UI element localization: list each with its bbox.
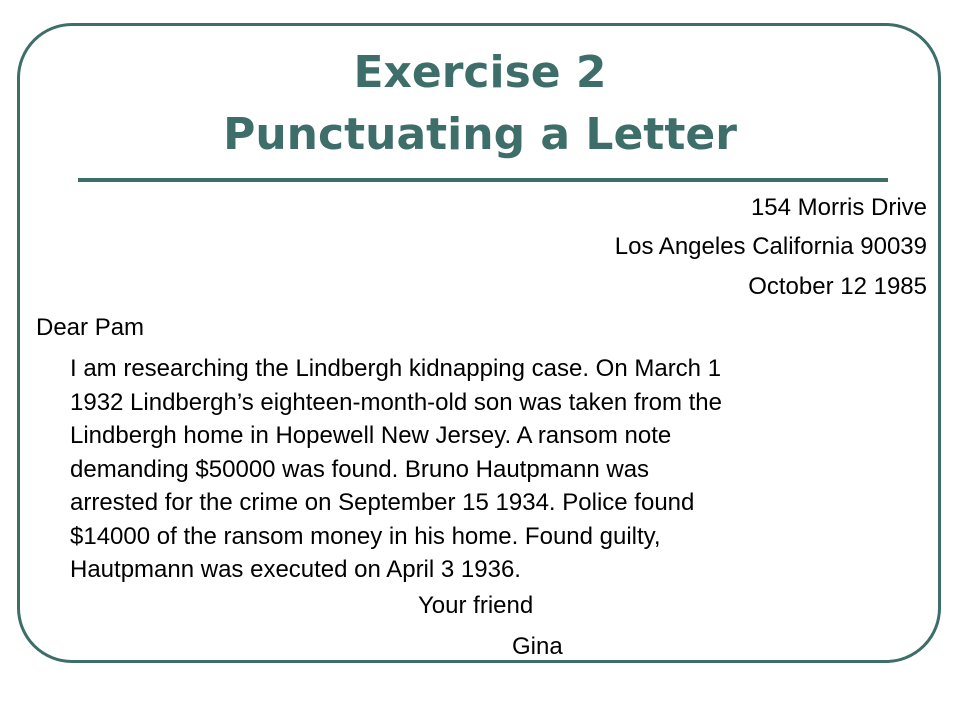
slide-title xyxy=(80,42,880,166)
body-line: Lindbergh home in Hopewell New Jersey. A ransom note xyxy=(70,422,672,449)
title-line-2: Punctuating a Letter xyxy=(223,109,737,160)
letter-date: October 12 1985 xyxy=(748,273,927,300)
body-line: 1932 Lindbergh’s eighteen-month-old son was taken from the xyxy=(70,388,722,416)
body-line: Hautpmann was executed on April 3 1936. xyxy=(70,556,521,583)
title-line-1: Exercise 2 xyxy=(353,47,607,98)
letter-closing: Your friend xyxy=(418,592,534,619)
address-city: Los Angeles California 90039 xyxy=(614,233,927,260)
body-line: I am researching the Lindbergh kidnapping case. On March 1 xyxy=(70,355,722,382)
body-line: arrested for the crime on September 15 1934. Police found xyxy=(70,489,695,516)
letter-body xyxy=(70,352,910,587)
address-street: 154 Morris Drive xyxy=(750,194,927,221)
letter-signature: Gina xyxy=(512,633,563,660)
body-line: demanding $50000 was found. Bruno Hautpmann was xyxy=(70,455,650,483)
title-divider xyxy=(78,178,888,182)
letter-greeting: Dear Pam xyxy=(36,314,145,341)
body-line: $14000 of the ransom money in his home. Found guilty, xyxy=(70,522,661,550)
